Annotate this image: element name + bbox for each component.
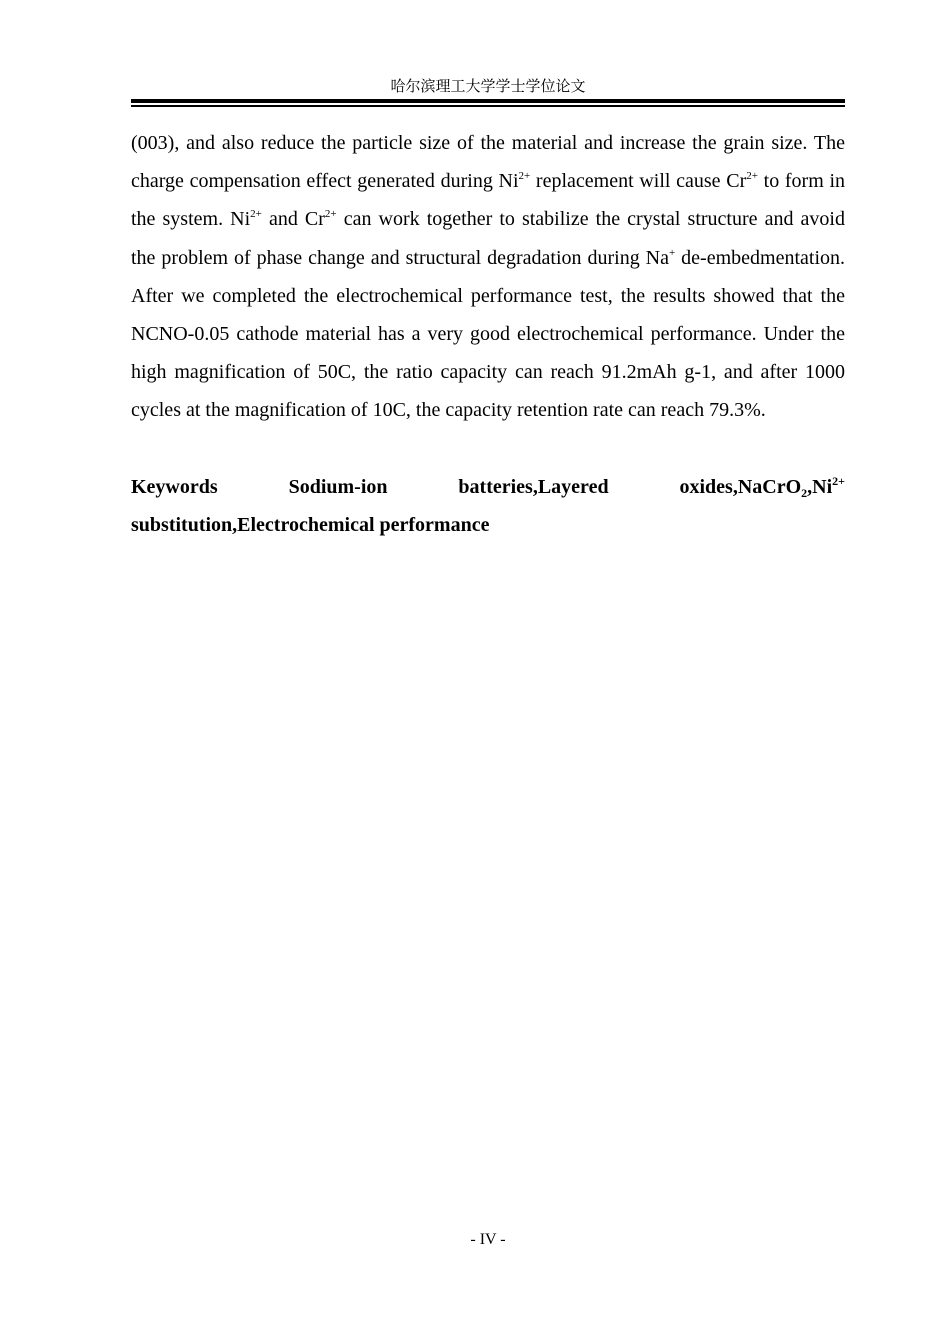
keyword: batteries,Layered xyxy=(458,476,609,498)
abstract-text: can work together to stabilize the crystal structure and avoid the problem of phase change and structural degradation during Na xyxy=(131,208,845,269)
header-rule-thick xyxy=(131,99,845,103)
superscript: 2+ xyxy=(518,170,531,183)
abstract-text: (003), and also reduce the particle size of the material and increase the grain size. The charge compensation effect generated during Ni xyxy=(131,132,845,193)
superscript: 2+ xyxy=(746,170,758,183)
abstract-text: to form in the system. Ni xyxy=(131,170,845,231)
page-number: - IV - xyxy=(470,1231,506,1248)
subscript: 2 xyxy=(801,486,808,500)
keyword-text: ,Ni xyxy=(807,476,833,498)
keyword: Sodium-ion xyxy=(288,476,388,498)
superscript: 2+ xyxy=(832,474,845,488)
running-header: 哈尔滨理工大学学士学位论文 xyxy=(390,79,586,95)
abstract-text: and Cr xyxy=(261,208,325,231)
keyword xyxy=(679,468,845,506)
abstract-text: replacement will cause Cr xyxy=(530,170,747,193)
superscript: + xyxy=(668,246,676,259)
header-rule-thin xyxy=(131,105,845,107)
superscript: 2+ xyxy=(324,208,337,221)
keywords-line-1 xyxy=(131,468,845,506)
abstract-text: de-embedmentation. After we completed the electrochemical performance test, the results showed that the NCNO-0.05 cathode material has a very good electrochemical performance. Under the high magnification of 50C, the ratio capacity can reach 91.2mAh g-1, and after 1000 cycles at the magnification of 10C, the capacity retention rate can reach 79.3%. xyxy=(131,246,845,422)
keywords-block xyxy=(131,468,845,544)
superscript: 2+ xyxy=(250,208,262,221)
keywords-line-2: substitution,Electrochemical performance xyxy=(131,514,490,537)
abstract-paragraph xyxy=(131,124,845,430)
keyword-text: oxides,NaCrO xyxy=(679,476,802,498)
keywords-label: Keywords xyxy=(131,476,218,498)
